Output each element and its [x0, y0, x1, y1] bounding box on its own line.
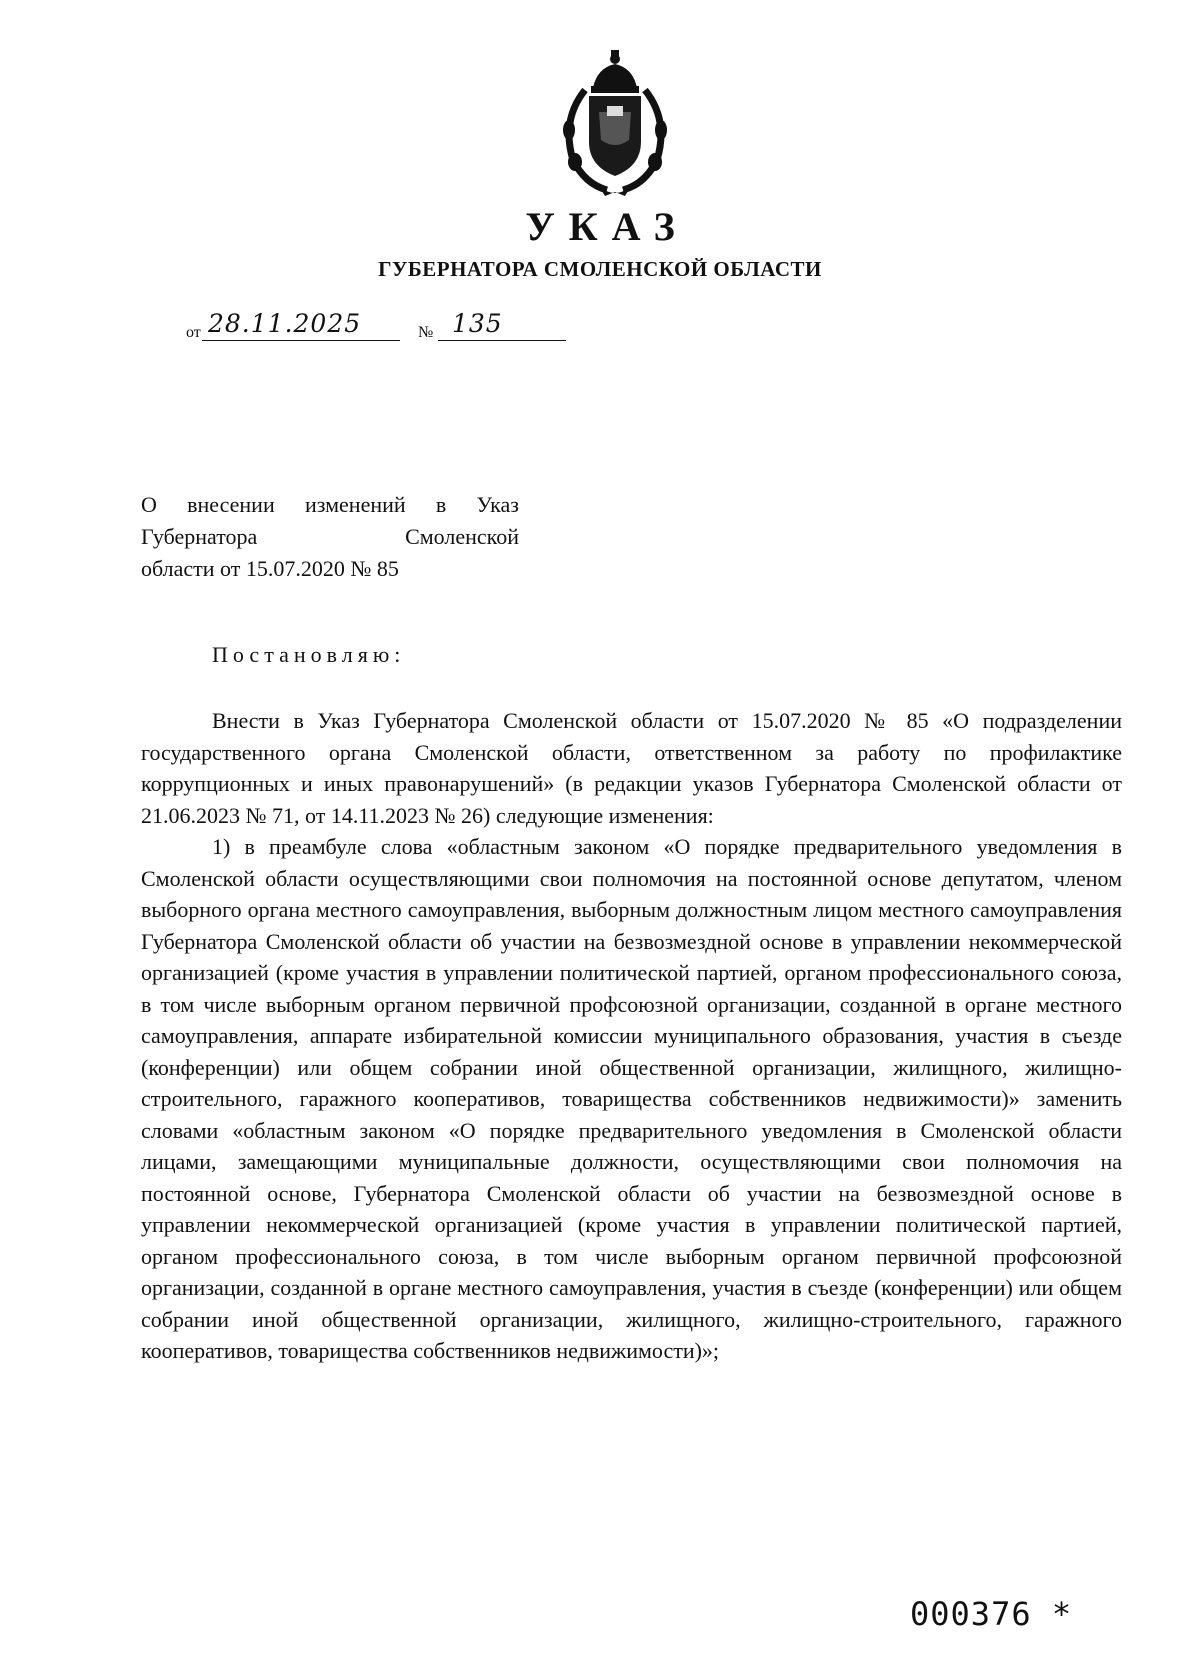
subject-block [141, 489, 519, 585]
handwritten-date: 28.11.2025 [208, 309, 362, 338]
subject-line: Губернатора Смоленской [141, 524, 519, 549]
number-underline [438, 340, 566, 341]
body-paragraph: Внести в Указ Губернатора Смоленской области от 15.07.2020 № 85 «О подразделении государственного органа Смоленской области, ответственном за работу по профилактике коррупционных и иных правонарушений» (в редакции указов Губернатора Смоленской области от 21.06.2023 № 71, от 14.11.2023 № 26) следующие изменения: [141, 708, 1122, 828]
subject-line: области от 15.07.2020 № 85 [141, 556, 399, 581]
date-underline [202, 340, 400, 341]
from-label: от [186, 324, 201, 341]
document-title: УКАЗ [525, 204, 689, 249]
date-number-line [186, 309, 606, 342]
decree-word: Постановляю: [212, 642, 406, 667]
smolensk-coat-of-arms-icon [555, 50, 675, 200]
number-label: № [418, 324, 434, 341]
handwritten-number: 135 [452, 309, 503, 338]
document-body [141, 705, 1122, 1367]
serial-number: 000376 * [910, 1595, 1073, 1633]
document-subtitle: ГУБЕРНАТОРА СМОЛЕНСКОЙ ОБЛАСТИ [378, 257, 822, 281]
body-paragraph: 1) в преамбуле слова «областным законом «О порядке предварительного уведомления в Смоленской области осуществляющими свои полномочия на постоянной основе депутатом, членом выборного органа местного самоуправления, выборным должностным лицом местного самоуправления Губернатора Смоленской области об участии на безвозмездной основе в управлении некоммерческой организацией (кроме участия в управлении политической партией, органом профессионального союза, в том числе выборным органом первичной профсоюзной организации, созданной в органе местного самоуправления, аппарате избирательной комиссии муниципального образования, участия в съезде (конференции) или общем собрании иной общественной организации, жилищного, жилищно-строительного, гаражного кооперативов, товарищества собственников недвижимости)» заменить словами «областным законом «О порядке предварительного уведомления в Смоленской области лицами, замещающими муниципальные должности, осуществляющими свои полномочия на постоянной основе, Губернатора Смоленской области об участии на безвозмездной основе в управлении некоммерческой организацией (кроме участия в управлении политической партией, органом профессионального союза, в том числе выборным органом первичной профсоюзной организации, созданной в органе местного самоуправления, участия в съезде (конференции) или общем собрании иной общественной организации, жилищного, жилищно-строительного, гаражного кооперативов, товарищества собственников недвижимости)»; [141, 834, 1122, 1363]
subject-line: О внесении изменений в Указ [141, 492, 519, 517]
